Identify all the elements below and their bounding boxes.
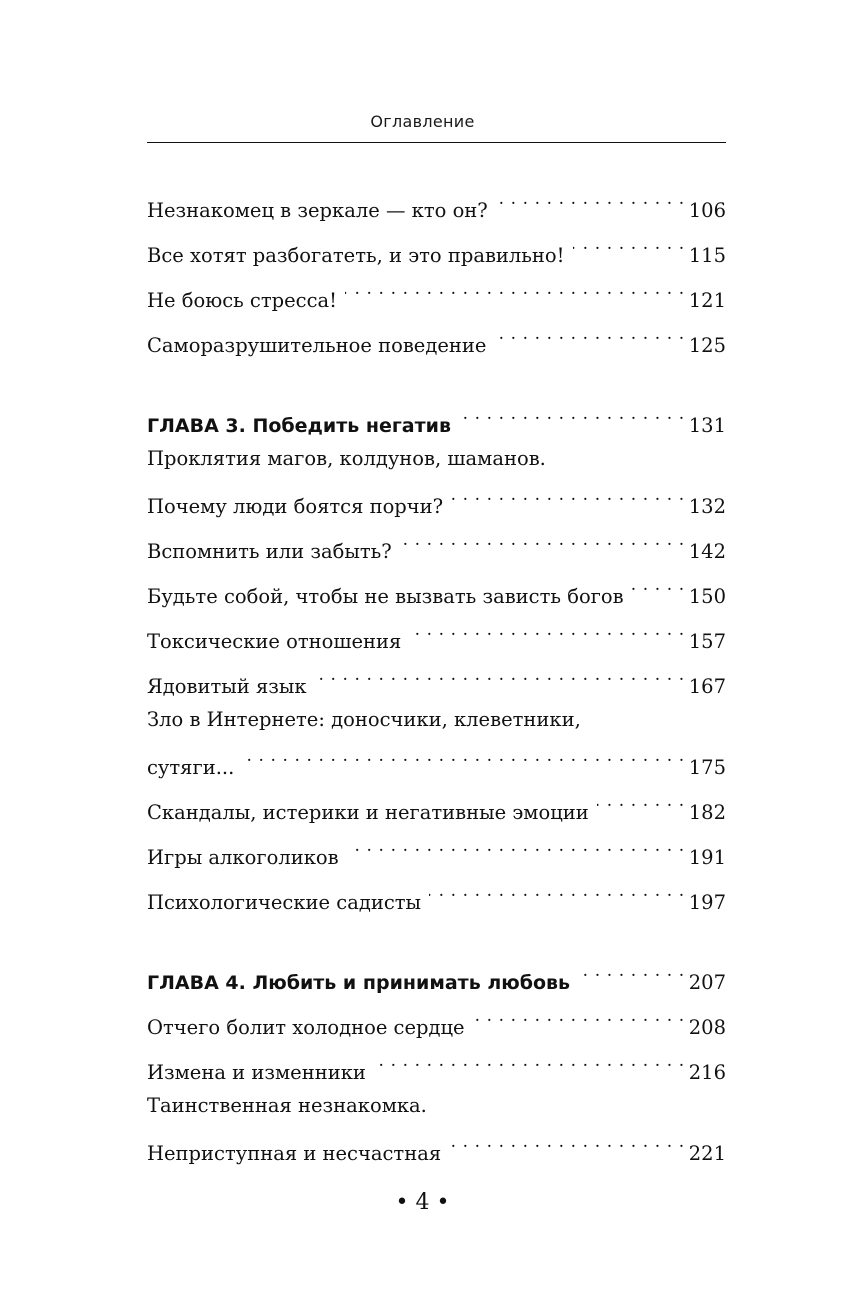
toc-entry — [147, 316, 726, 357]
toc-entry-title: Незнакомец в зеркале — кто он? — [147, 199, 488, 222]
dot-leader — [496, 181, 685, 217]
dot-leader — [597, 783, 685, 819]
toc-entry-title: Ядовитый язык — [147, 675, 307, 698]
toc-entry-title: сутяги... — [147, 756, 235, 779]
toc-entry-title-line1: Зло в Интернете: доносчики, клеветники, — [147, 708, 581, 731]
toc-entry — [147, 441, 726, 518]
dot-leader — [315, 657, 685, 693]
toc-entry — [147, 522, 726, 563]
toc-entry — [147, 1088, 726, 1165]
toc-entry — [147, 702, 726, 779]
toc-entry — [147, 998, 726, 1039]
toc-entry — [147, 783, 726, 824]
toc-entry-title: Психологические садисты — [147, 891, 422, 914]
dot-leader — [429, 873, 685, 909]
toc-entry-page: 221 — [688, 1142, 726, 1165]
toc-entry — [147, 612, 726, 653]
toc-entry-title: Игры алкоголиков — [147, 846, 339, 869]
dot-leader — [451, 477, 685, 513]
toc-entry-page: 208 — [688, 1016, 726, 1039]
page-number: • 4 • — [395, 1190, 450, 1215]
toc-entry-title: Не боюсь стресса! — [147, 289, 337, 312]
chapter-title: ГЛАВА 3. Победить негатив — [147, 415, 451, 437]
toc-entry-page: 115 — [688, 244, 726, 267]
dot-leader — [400, 522, 685, 558]
dot-leader — [242, 738, 684, 774]
dot-leader — [347, 828, 685, 864]
toc-entry-title: Почему люди боятся порчи? — [147, 495, 444, 518]
toc-entry-title: Отчего болит холодное сердце — [147, 1016, 465, 1039]
toc-entry-page: 216 — [688, 1061, 726, 1084]
dot-leader — [345, 271, 685, 307]
toc-entry — [147, 226, 726, 267]
toc-entry-page: 125 — [688, 334, 726, 357]
toc-entry — [147, 828, 726, 869]
toc-entry-title-line1: Таинственная незнакомка. — [147, 1094, 427, 1117]
toc-chapter-4 — [147, 953, 726, 994]
dot-leader — [494, 316, 684, 352]
toc-entry-title: Все хотят разбогатеть, и это правильно! — [147, 244, 565, 267]
dot-leader — [632, 567, 685, 603]
toc-entry-title-line1: Проклятия магов, колдунов, шаманов. — [147, 447, 546, 470]
toc-entry-page: 197 — [688, 891, 726, 914]
toc-entry-page: 150 — [688, 585, 726, 608]
toc-entry-page: 132 — [688, 495, 726, 518]
toc-entry-title: Будьте собой, чтобы не вызвать зависть богов — [147, 585, 624, 608]
table-of-contents — [147, 181, 726, 1165]
dot-leader — [578, 953, 685, 989]
dot-leader — [573, 226, 685, 262]
toc-entry — [147, 271, 726, 312]
toc-entry-page: 175 — [688, 756, 726, 779]
toc-chapter-3 — [147, 396, 726, 437]
chapter-page: 207 — [688, 971, 726, 994]
toc-entry-page: 157 — [688, 630, 726, 653]
dot-leader — [459, 396, 685, 432]
dot-leader — [449, 1124, 685, 1160]
dot-leader — [409, 612, 684, 648]
toc-entry — [147, 657, 726, 698]
header-divider — [147, 142, 726, 143]
toc-entry-page: 106 — [688, 199, 726, 222]
toc-entry-page: 167 — [688, 675, 726, 698]
toc-entry — [147, 181, 726, 222]
toc-entry — [147, 1043, 726, 1084]
toc-entry-page: 182 — [688, 801, 726, 824]
toc-entry-page: 121 — [688, 289, 726, 312]
chapter-page: 131 — [688, 414, 726, 437]
dot-leader — [374, 1043, 685, 1079]
toc-entry — [147, 873, 726, 914]
chapter-title: ГЛАВА 4. Любить и принимать любовь — [147, 972, 571, 994]
toc-entry-title: Токсические отношения — [147, 630, 402, 653]
toc-entry-title: Неприступная и несчастная — [147, 1142, 442, 1165]
toc-entry-title: Скандалы, истерики и негативные эмоции — [147, 801, 589, 824]
toc-entry-title: Измена и изменники — [147, 1061, 366, 1084]
toc-entry-title: Вспомнить или забыть? — [147, 540, 392, 563]
toc-entry-page: 142 — [688, 540, 726, 563]
running-header: Оглавление — [370, 112, 475, 131]
toc-entry-title: Саморазрушительное поведение — [147, 334, 487, 357]
dot-leader — [473, 998, 685, 1034]
toc-entry — [147, 567, 726, 608]
toc-entry-page: 191 — [688, 846, 726, 869]
